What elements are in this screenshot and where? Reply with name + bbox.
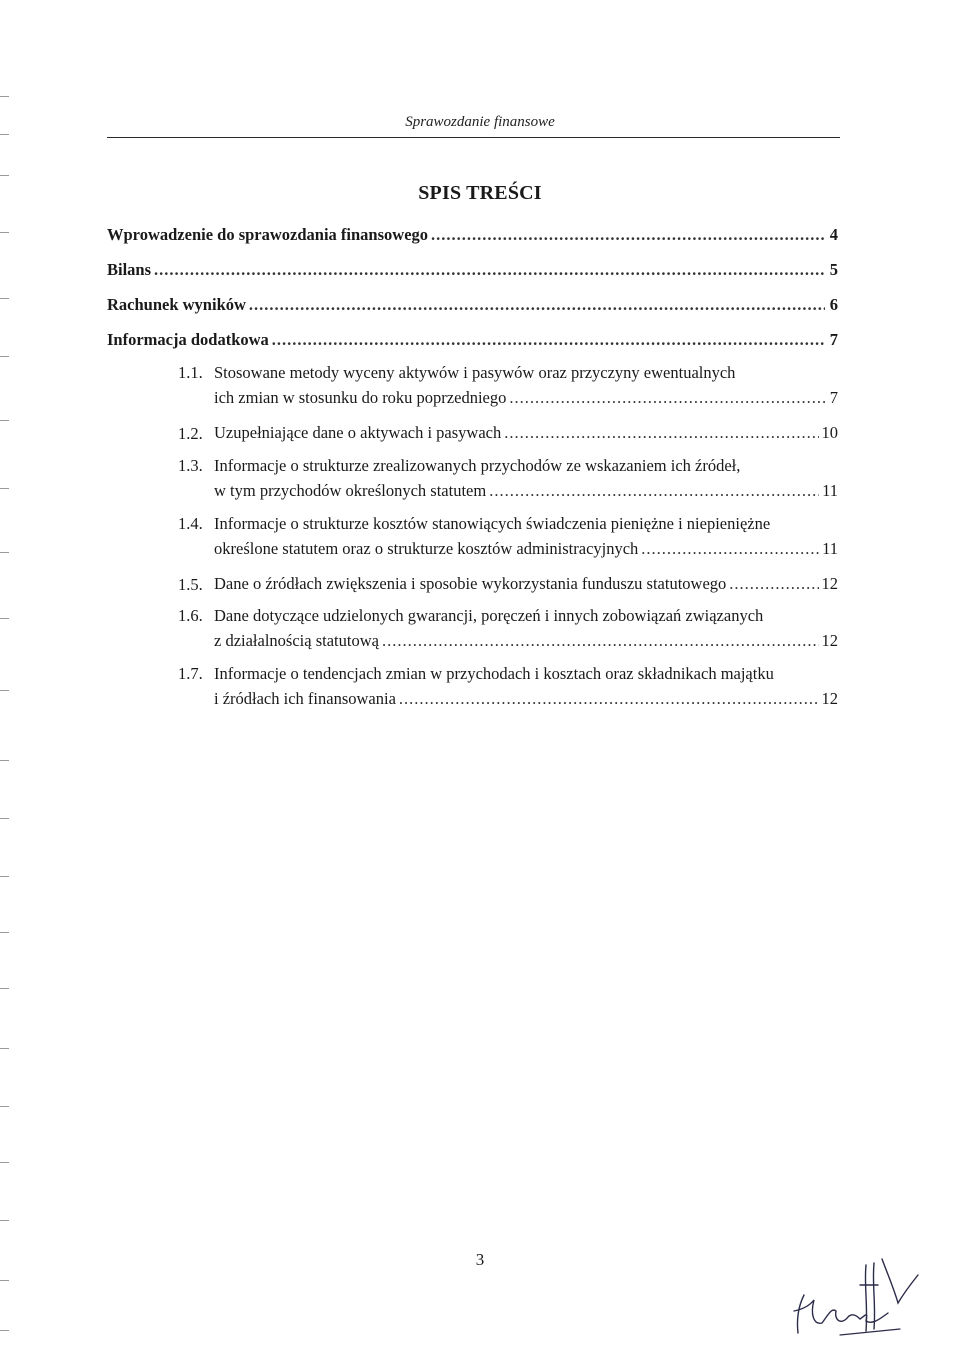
toc-section-label: Rachunek wyników — [107, 295, 246, 314]
dot-leader — [489, 481, 819, 501]
toc-section-label: Bilans — [107, 260, 152, 279]
toc-subsection-number: 1.1. — [178, 363, 203, 382]
toc-page-number: 11 — [822, 481, 838, 500]
toc-subsection-number: 1.6. — [178, 606, 203, 625]
toc-page-number: 12 — [821, 689, 838, 708]
toc-page-number: 5 — [829, 260, 838, 279]
toc-section[interactable] — [107, 225, 838, 247]
toc-title: SPIS TREŚCI — [418, 182, 542, 204]
toc-subsection[interactable] — [214, 481, 838, 503]
toc-section[interactable] — [107, 295, 838, 317]
toc-section[interactable] — [107, 260, 838, 282]
toc-subsection-label[interactable]: Dane dotyczące udzielonych gwarancji, poręczeń i innych zobowiązań związanych — [214, 606, 764, 625]
dot-leader — [641, 539, 819, 559]
toc-subsection-label[interactable]: Informacje o strukturze kosztów stanowiących świadczenia pieniężne i niepieniężne — [214, 514, 771, 533]
toc-subsection-number: 1.3. — [178, 456, 203, 475]
dot-leader — [431, 225, 825, 245]
toc-subsection-label: Dane o źródłach zwiększenia i sposobie wykorzystania funduszu statutowego — [214, 574, 727, 593]
toc-page-number: 7 — [829, 388, 838, 407]
dot-leader — [729, 574, 818, 594]
dot-leader — [154, 260, 825, 280]
toc-section[interactable] — [107, 330, 838, 352]
toc-subsection-number: 1.5. — [178, 575, 203, 594]
toc-page-number: 12 — [821, 631, 838, 650]
toc-page-number: 12 — [821, 574, 838, 593]
toc-subsection-number: 1.4. — [178, 514, 203, 533]
toc-page-number: 4 — [829, 225, 838, 244]
toc-page-number: 10 — [821, 423, 838, 442]
header-rule — [107, 137, 840, 138]
toc-subsection-number: 1.2. — [178, 424, 203, 443]
dot-leader — [509, 388, 825, 408]
dot-leader — [272, 330, 825, 350]
toc-section-label: Wprowadzenie do sprawozdania finansowego — [107, 225, 429, 244]
dot-leader — [382, 631, 819, 651]
toc-subsection-number: 1.7. — [178, 664, 203, 683]
running-header: Sprawozdanie finansowe — [405, 114, 555, 130]
toc-subsection-label: z działalnością statutową — [214, 631, 379, 650]
toc-section-label: Informacja dodatkowa — [107, 330, 269, 349]
toc-subsection-label: określone statutem oraz o strukturze kosztów administracyjnych — [214, 539, 639, 558]
dot-leader — [249, 295, 825, 315]
toc-subsection[interactable] — [214, 689, 838, 711]
toc-page-number: 7 — [829, 330, 838, 349]
toc-subsection-label[interactable]: Informacje o strukturze zrealizowanych przychodów ze wskazaniem ich źródeł, — [214, 456, 741, 475]
toc-page-number: 11 — [822, 539, 838, 558]
toc-subsection[interactable] — [214, 631, 838, 653]
toc-subsection[interactable] — [214, 539, 838, 561]
toc-page-number: 6 — [829, 295, 838, 314]
toc-subsection-label[interactable]: Stosowane metody wyceny aktywów i pasywów oraz przyczyny ewentualnych — [214, 363, 736, 382]
handwritten-signature — [770, 1245, 930, 1340]
toc-subsection-label: ich zmian w stosunku do roku poprzedniego — [214, 388, 507, 407]
toc-subsection-label: w tym przychodów określonych statutem — [214, 481, 487, 500]
page-number: 3 — [475, 1250, 485, 1269]
toc-subsection[interactable] — [214, 574, 838, 596]
dot-leader — [504, 423, 818, 443]
toc-subsection-label[interactable]: Informacje o tendencjach zmian w przychodach i kosztach oraz składnikach majątku — [214, 664, 774, 683]
toc-subsection[interactable] — [214, 388, 838, 410]
toc-subsection-label: Uzupełniające dane o aktywach i pasywach — [214, 423, 502, 442]
toc-subsection-label: i źródłach ich finansowania — [214, 689, 396, 708]
toc-subsection[interactable] — [214, 423, 838, 445]
dot-leader — [399, 689, 819, 709]
